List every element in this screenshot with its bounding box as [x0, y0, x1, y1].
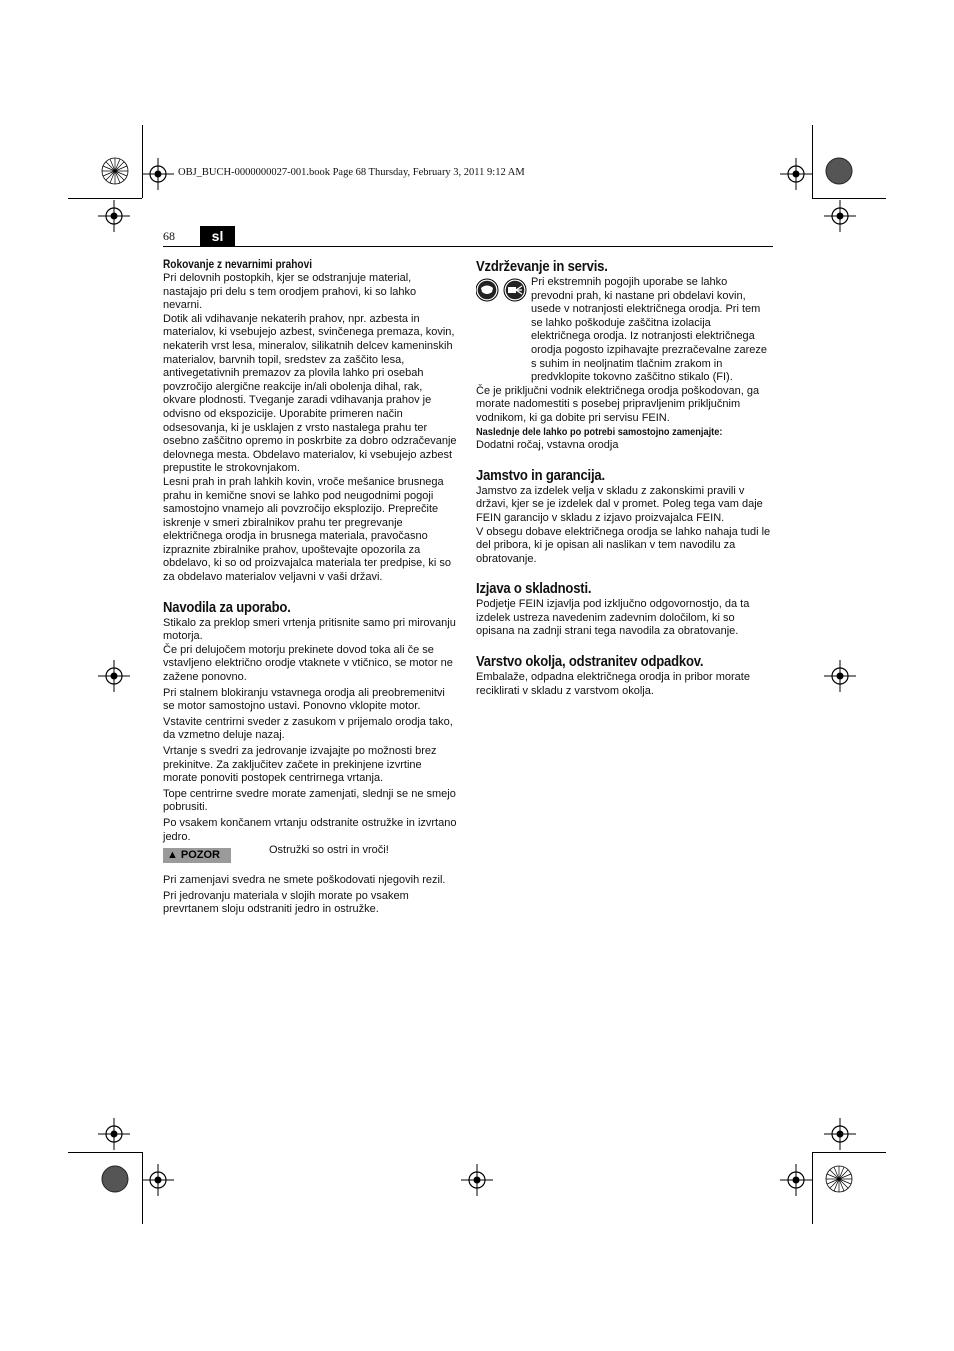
language-tab: sl — [200, 226, 235, 246]
paragraph: Dodatni ročaj, vstavna orodja — [476, 439, 619, 452]
section-title-environment: Varstvo okolja, odstranitev odpadkov. — [476, 654, 704, 671]
warning-text: Ostružki so ostri in vroči! — [269, 844, 389, 857]
header-rule — [163, 246, 773, 247]
paragraph: Pri ekstremnih pogojih uporabe se lahko prevodni prah, ki nastane pri obdelavi kovin, usede v notranjosti električnega orodja. Pri tem se lahko poškoduje zaščitna izolacija električnega orodja. Iz notranjosti električnega orodja pogosto izpihavajte prezračevalne zareze s suhim in neoljnatim tlačnim zrakom in predvklopite tokovno zaščitno stikalo (FI). — [531, 276, 768, 384]
paragraph: V obsegu dobave električnega orodja se lahko nahaja tudi le del pribora, ki je opisan ali naslikan v tem navodilu za obratovanje. — [476, 525, 771, 565]
paragraph: Stikalo za preklop smeri vrtenja pritisnite samo pri mirovanju motorja. — [163, 616, 456, 643]
protective-mask-icon — [476, 279, 498, 301]
paragraph: Embalaže, odpadna električnega orodja in pribor morate reciklirati v skladu z varstvom okolja. — [476, 671, 750, 697]
paragraph: Vrtanje s svedri za jedrovanje izvajajte po možnosti brez prekinitve. Za zaključitev začete in prekinjene izvrtine morate ponoviti postopek centrirnega vrtanja. — [163, 745, 437, 785]
registration-target-icon — [98, 200, 130, 232]
replaceable-parts-label: Naslednje dele lahko po potrebi samostojno zamenjajte: — [476, 425, 723, 438]
paragraph: Jamstvo za izdelek velja v skladu z zakonskimi pravili v državi, kjer se je izdelek dal v promet. Poleg tega vam daje FEIN garancijo v skladu z izjavo proizvajalca FEIN. — [476, 484, 763, 524]
registration-target-icon — [98, 660, 130, 692]
section-title-maintenance: Vzdrževanje in servis. — [476, 259, 608, 275]
paragraph: Pri zamenjavi svedra ne smete poškodovati njegovih rezil. — [163, 874, 446, 887]
registration-target-icon — [780, 158, 812, 190]
paragraph: Pri jedrovanju materiala v slojih morate po vsakem prevrtanem sloju odstraniti jedro in ostružke. — [163, 889, 409, 916]
section-title-instructions: Navodila za uporabo. — [163, 599, 291, 616]
paragraph: Po vsakem končanem vrtanju odstranite ostružke in izvrtano jedro. — [163, 816, 457, 843]
paragraph: Pri stalnem blokiranju vstavnega orodja ali preobremenitvi se motor samostojno ustavi. Ponovno vklopite motor. — [163, 686, 445, 713]
paragraph: Podjetje FEIN izjavlja pod izključno odgovornostjo, da ta izdelek ustreza navedenim zadevnim določilom, ki so opisana na zadnji strani tega navodila za obratovanje. — [476, 598, 750, 638]
starburst-calibration-icon — [101, 157, 129, 185]
left-column — [163, 258, 458, 917]
starburst-calibration-icon — [825, 1165, 853, 1193]
paragraph: Dotik ali vdihavanje nekaterih prahov, npr. azbesta in materialov, ki vsebujejo azbest, svinčenega premaza, kovin, nekaterih vrst lesa, mineralov, silikatnih delcev kameninskih materialov, barvnih topil, sredstev za zaščito lesa, antivegetativnih premazov za plovila lahko pri osebah povzročijo alergične reakcije in/ali obolenja dihal, rak, okvare plodnosti. Tveganje zaradi vdihavanja prahov je odvisno od ekspozicije. Uporabite primeren način odsesovanja, ki je usklajen z vrsto nastalega prahu ter osebno zaščitno opremo in poskrbite za dobro odzračevanje delovnega mesta. Obdelavo materialov, ki vsebujejo azbest prepustite le strokovnjakom. — [163, 312, 457, 475]
gray-calibration-icon — [825, 157, 853, 185]
warning-badge: ▲ POZOR — [163, 848, 231, 863]
page-number: 68 — [163, 229, 175, 243]
registration-target-icon — [142, 158, 174, 190]
registration-target-icon — [98, 1118, 130, 1150]
right-column — [476, 258, 771, 698]
section-title-hazardous-dust: Rokovanje z nevarnimi prahovi — [163, 259, 313, 271]
gray-calibration-icon — [101, 1165, 129, 1193]
paragraph: Pri delovnih postopkih, kjer se odstranjuje material, nastajajo pri delu s tem orodjem prahovi, ki so lahko nevarni. — [163, 272, 417, 312]
paragraph: Tope centrirne svedre morate zamenjati, slednji se ne smejo pobrusiti. — [163, 787, 456, 814]
registration-target-icon — [142, 1164, 174, 1196]
paragraph: Če pri delujočem motorju prekinete dovod toka ali če se vstavljeno električno orodje vtaknete v vtičnico, se motor ne zažene ponovno. — [163, 643, 453, 684]
registration-target-icon — [824, 200, 856, 232]
warning-notice — [163, 844, 458, 874]
paragraph: Če je priključni vodnik električnega orodja poškodovan, ga morate nadomestiti s posebej pripravljenim priključnim vodnikom, ki ga dobite pri servisu FEIN. — [476, 384, 760, 424]
registration-target-icon — [780, 1164, 812, 1196]
book-file-header: OBJ_BUCH-0000000027-001.book Page 68 Thursday, February 3, 2011 9:12 AM — [178, 167, 525, 178]
blow-out-icon — [504, 279, 526, 301]
section-title-warranty: Jamstvo in garancija. — [476, 467, 605, 484]
registration-target-icon — [461, 1164, 493, 1196]
registration-target-icon — [824, 660, 856, 692]
warning-triangle-icon: ▲ — [167, 849, 178, 862]
paragraph: Vstavite centrirni sveder z zasukom v prijemalo orodja tako, da vzmetno deluje nazaj. — [163, 715, 453, 742]
registration-target-icon — [824, 1118, 856, 1150]
section-title-conformity: Izjava o skladnosti. — [476, 581, 592, 598]
paragraph: Lesni prah in prah lahkih kovin, vroče mešanice brusnega prahu in kemične snovi se lahko pod neugodnimi pogoji samostojno vnamejo ali povzročijo eksplozijo. Preprečite iskrenje v smeri zbiralnikov prahu ter pregrevanje električnega orodja in brusnega materiala, pravočasno izpraznite zbiralnike prahov, upoštevajte opozorila za obdelavo, ki so od proizvajalca materiala ter predpise, ki so za obdelavo materialov veljavni v vaši državi. — [163, 475, 451, 584]
service-pictograms — [476, 278, 528, 302]
